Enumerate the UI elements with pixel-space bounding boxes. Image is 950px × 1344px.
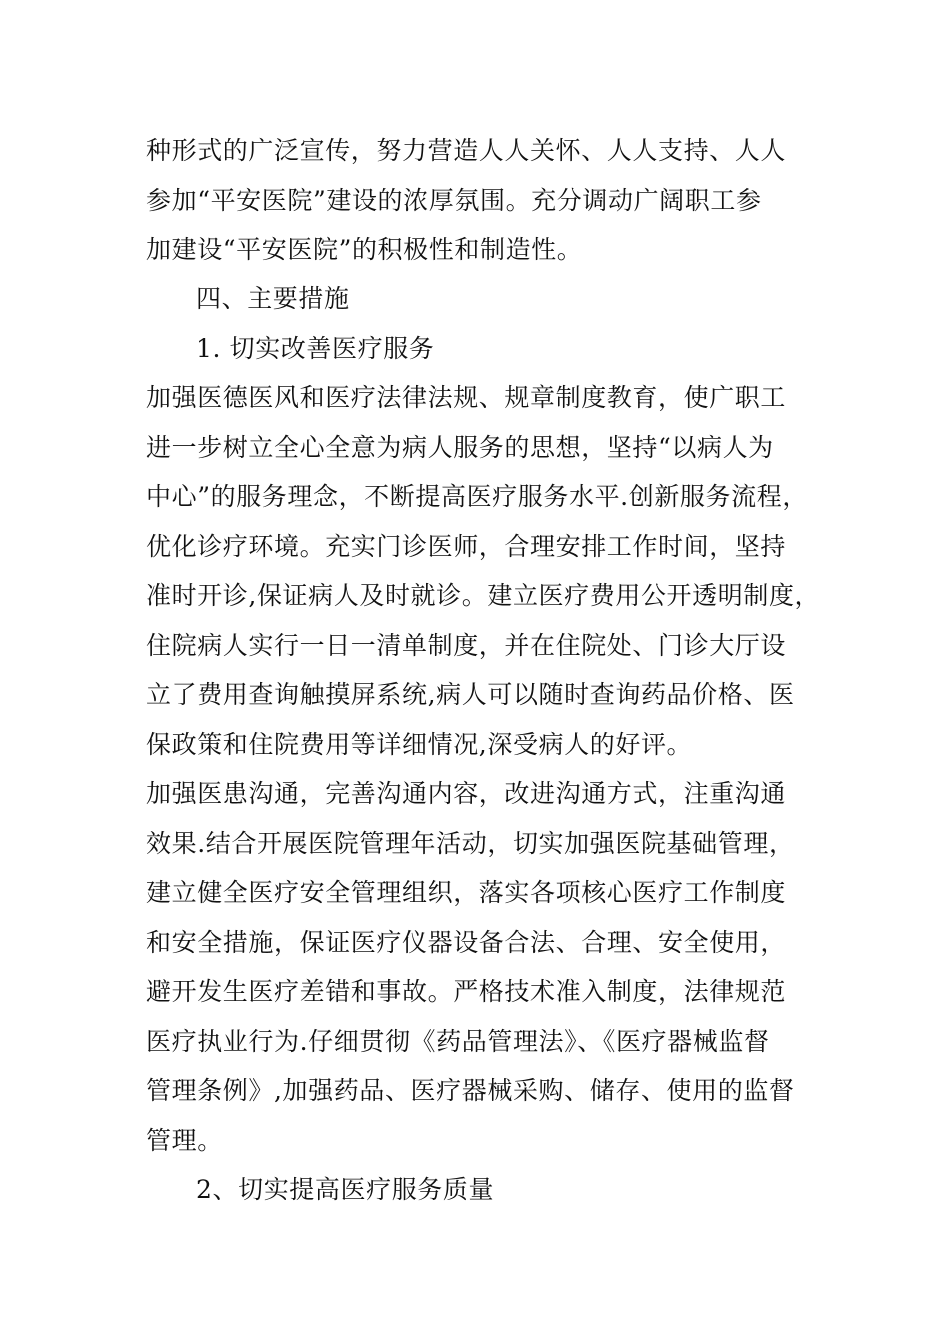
body-text-line: 进一步树立全心全意为病人服务的思想，坚持“以病人为 <box>146 433 774 462</box>
body-text-line: 和安全措施，保证医疗仪器设备合法、合理、安全使用， <box>146 928 787 957</box>
body-text-line: 准时开诊,保证病人及时就诊。建立医疗费用公开透明制度， <box>146 581 821 610</box>
body-text-line: 医疗执业行为.仔细贯彻《药品管理法》、《医疗器械监督 <box>146 1027 770 1056</box>
body-text-line: 加建设“平安医院”的积极性和制造性。 <box>146 235 583 264</box>
body-text-line: 加强医德医风和医疗法律法规、规章制度教育，使广职工 <box>146 383 787 412</box>
body-text-line: 管理条例》,加强药品、医疗器械采购、储存、使用的监督 <box>146 1076 795 1105</box>
subsection-heading: 2、切实提高医疗服务质量 <box>196 1175 495 1204</box>
body-text-line: 参加“平安医院”建设的浓厚氛围。充分调动广阔职工参 <box>146 186 762 215</box>
body-text-line: 种形式的广泛宣传，努力营造人人关怀、人人支持、人人 <box>146 136 787 165</box>
body-text-line: 保政策和住院费用等详细情况,深受病人的好评。 <box>146 730 693 759</box>
body-text-line: 避开发生医疗差错和事故。严格技术准入制度，法律规范 <box>146 977 787 1006</box>
body-text-line: 建立健全医疗安全管理组织，落实各项核心医疗工作制度 <box>146 878 787 907</box>
body-text-line: 立了费用查询触摸屏系统,病人可以随时查询药品价格、医 <box>146 680 795 709</box>
subsection-heading: 1. 切实改善医疗服务 <box>196 334 435 363</box>
body-text-line: 管理。 <box>146 1126 223 1155</box>
body-text-line: 中心”的服务理念，不断提高医疗服务水平.创新服务流程， <box>146 482 808 511</box>
body-text-line: 效果.结合开展医院管理年活动，切实加强医院基础管理， <box>146 829 795 858</box>
section-heading: 四、主要措施 <box>196 284 350 313</box>
body-text-line: 优化诊疗环境。充实门诊医师，合理安排工作时间，坚持 <box>146 532 787 561</box>
body-text-line: 加强医患沟通，完善沟通内容，改进沟通方式，注重沟通 <box>146 779 787 808</box>
body-text-line: 住院病人实行一日一清单制度，并在住院处、门诊大厅设 <box>146 631 787 660</box>
